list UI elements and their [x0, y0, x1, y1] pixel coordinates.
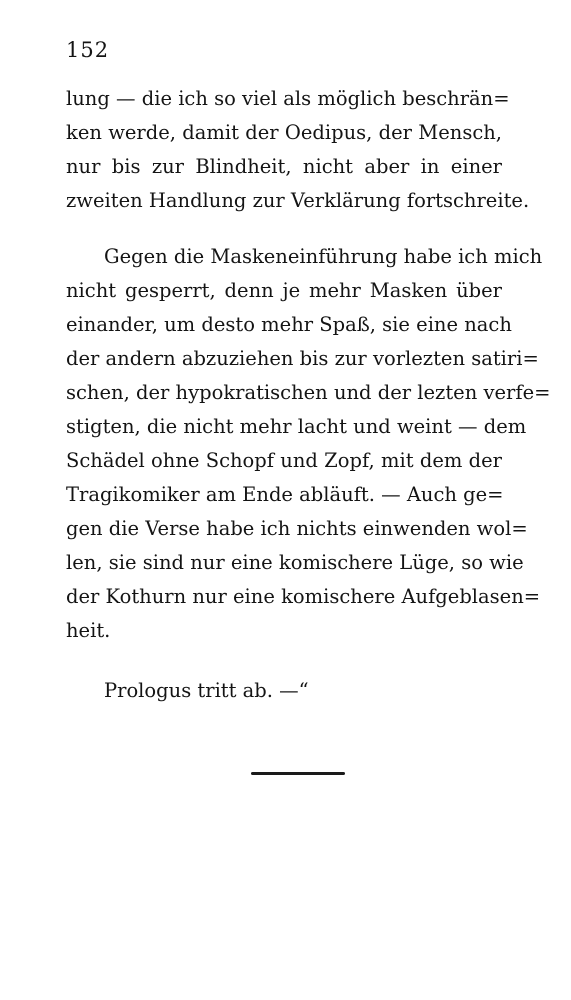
text-line: gen die Verse habe ich nichts einwenden wol=	[66, 517, 528, 540]
text-line: stigten, die nicht mehr lacht und weint — dem	[66, 415, 527, 438]
text-line: zweiten Handlung zur Verklärung fortschreite.	[66, 189, 530, 212]
text-line: Schädel ohne Schopf und Zopf, mit dem der	[66, 449, 502, 472]
text-line: ken werde, damit der Oedipus, der Mensch,	[66, 121, 502, 144]
text-line: Gegen die Maskeneinführung habe ich mich	[104, 245, 543, 268]
text-line: Tragikomiker am Ende abläuft. — Auch ge=	[66, 483, 504, 506]
text-line: der andern abzuziehen bis zur vorlezten satiri=	[66, 347, 539, 370]
text-line: nicht gesperrt, denn je mehr Masken über	[66, 279, 502, 302]
text-line: einander, um desto mehr Spaß, sie eine nach	[66, 313, 512, 336]
text-line: heit.	[66, 619, 111, 642]
text-line: der Kothurn nur eine komischere Aufgeblasen=	[66, 585, 541, 608]
section-divider	[251, 772, 345, 775]
page-number: 152	[66, 38, 110, 62]
text-line: len, sie sind nur eine komischere Lüge, so wie	[66, 551, 524, 574]
text-line: lung — die ich so viel als möglich beschrän=	[66, 87, 510, 110]
text-line: Prologus tritt ab. —“	[104, 679, 309, 702]
text-line: schen, der hypokratischen und der lezten verfe=	[66, 381, 551, 404]
text-line: nur bis zur Blindheit, nicht aber in einer	[66, 155, 502, 178]
